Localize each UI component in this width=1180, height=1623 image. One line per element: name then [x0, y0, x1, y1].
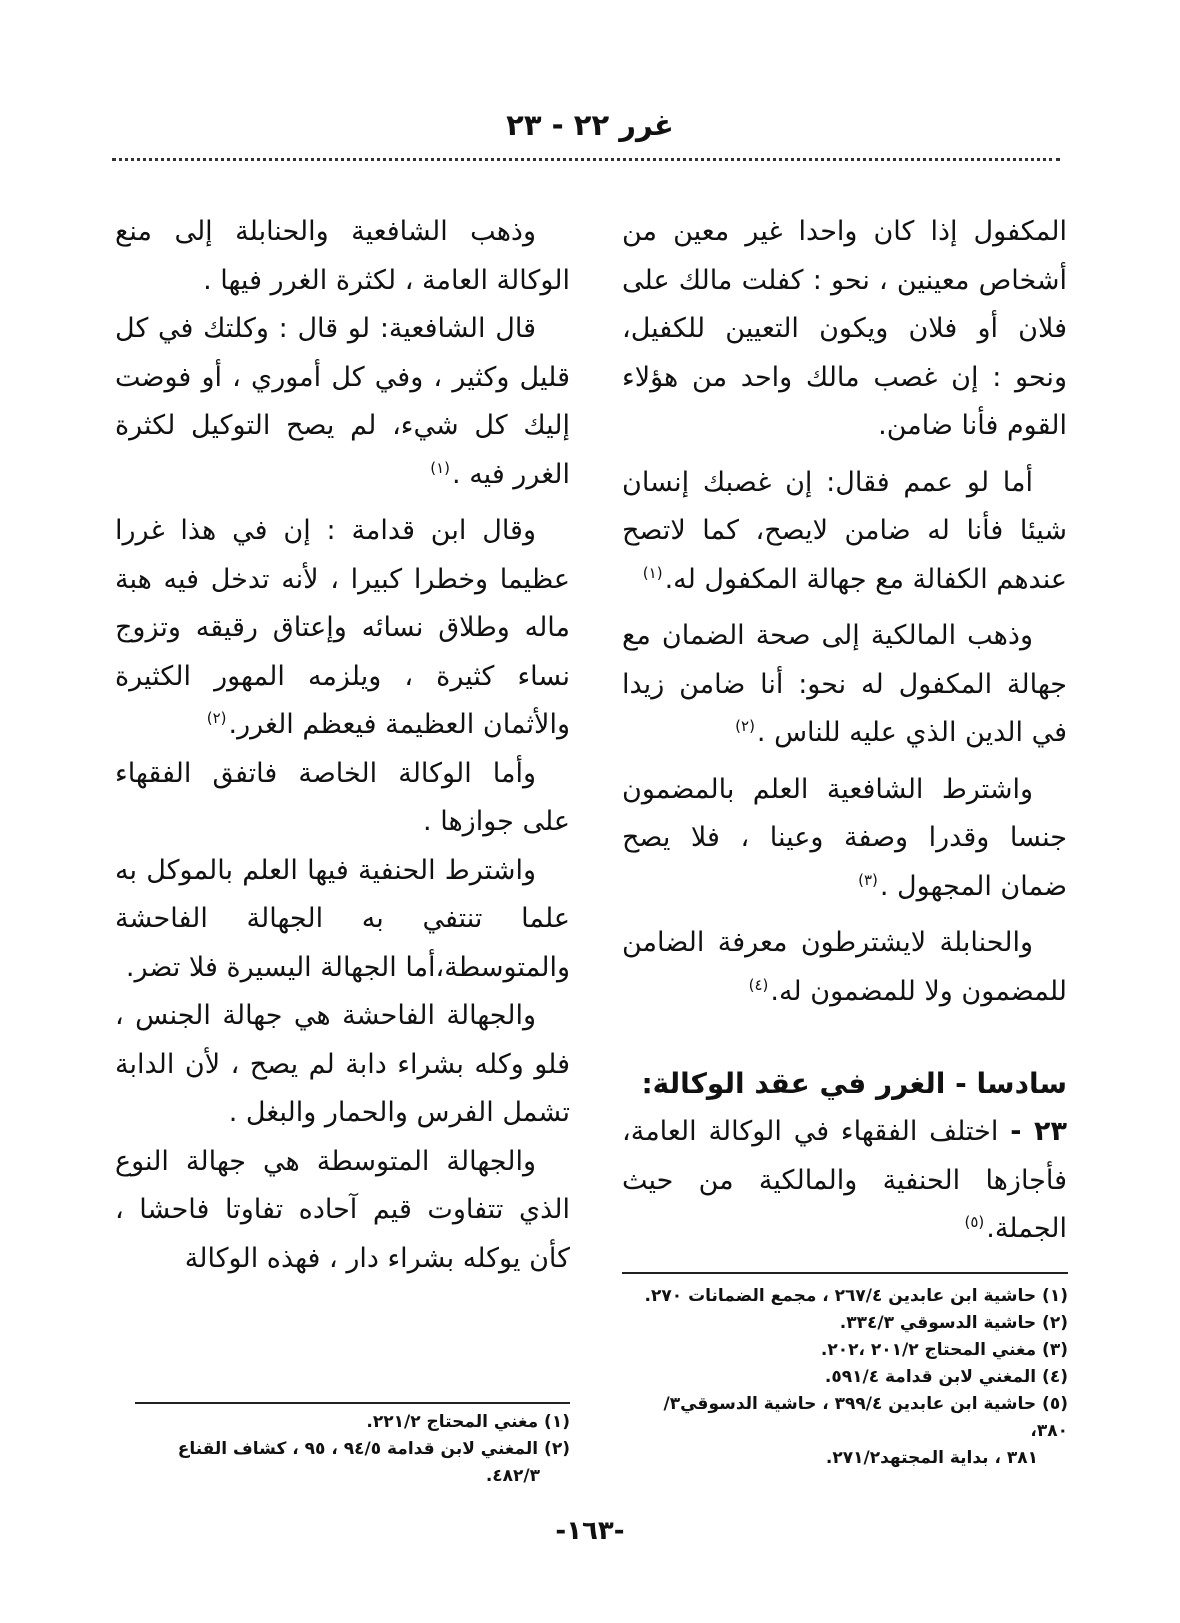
footnote-ref: (١)	[430, 458, 451, 477]
paragraph-text: المكفول إذا كان واحدا غير معين من أشخاص معينين ، نحو : كفلت مالك على فلان أو فلان ويكون التعيين للكفيل، ونحو : إن غصب مالك واحد من هؤلاء القوم فأنا ضامن.	[622, 216, 1067, 441]
paragraph-text: أما لو عمم فقال: إن غصبك إنسان شيئا فأنا له ضامن لايصح، كما لاتصح عندهم الكفالة مع جهالة المكفول له.	[622, 466, 1067, 595]
paragraph-text: وذهب الشافعية والحنابلة إلى منع الوكالة العامة ، لكثرة الغرر فيها .	[115, 216, 570, 296]
paragraph-text: وذهب المالكية إلى صحة الضمان مع جهالة المكفول له نحو: أنا ضامن زيدا في الدين الذي عليه للناس .	[622, 620, 1067, 748]
footnote-separator	[622, 1272, 1068, 1274]
section-heading: سادسا - الغرر في عقد الوكالة:	[641, 1067, 1067, 1100]
paragraph-text: والحنابلة لايشترطون معرفة الضامن للمضمون ولا للمضمون له.	[622, 927, 1067, 1007]
paragraph-text: وأما الوكالة الخاصة فاتفق الفقهاء على جوازها .	[115, 757, 570, 837]
footnote: (٣) مغني المحتاج ٢٠١/٢ ،٢٠٢.	[820, 1340, 1068, 1360]
paragraph-text: واشترط الشافعية العلم بالمضمون جنسا وقدرا وصفة وعينا ، فلا يصح ضمان المجهول .	[622, 773, 1067, 902]
paragraph	[115, 305, 570, 499]
paragraph	[622, 459, 1067, 605]
footnote: (٢) حاشية الدسوقي ٣٣٤/٣.	[839, 1313, 1068, 1333]
left-column	[115, 208, 570, 1283]
paragraph-text: والجهالة الفاحشة هي جهالة الجنس ، فلو وكله بشراء دابة لم يصح ، لأن الدابة تشمل الفرس والحمار والبغل .	[115, 1000, 570, 1128]
footnote-ref: (٤)	[748, 975, 769, 994]
footnote-continuation: ٣٨١ ، بداية المجتهد٢٧١/٢.	[825, 1448, 1038, 1468]
paragraph	[622, 208, 1067, 451]
paragraph	[622, 766, 1067, 912]
footnotes-left	[115, 1409, 570, 1490]
footnote-ref: (٢)	[735, 717, 755, 735]
header-dotted-rule	[112, 158, 1060, 161]
paragraph	[622, 612, 1067, 758]
paragraph-text: والجهالة المتوسطة هي جهالة النوع الذي تتفاوت قيم آحاده تفاوتا فاحشا ، كأن يوكله بشراء دار ، فهذه الوكالة	[115, 1145, 570, 1274]
footnote-separator	[135, 1402, 570, 1404]
paragraph-text: قال الشافعية: لو قال : وكلتك في كل قليل وكثير ، وفي كل أموري ، أو فوضت إليك كل شيء، لم يصح التوكيل لكثرة الغرر فيه .	[115, 313, 570, 490]
footnote: (١) حاشية ابن عابدين ٢٦٧/٤ ، مجمع الضمانات ٢٧٠.	[644, 1286, 1068, 1306]
footnote: (٥) حاشية ابن عابدين ٣٩٩/٤ ، حاشية الدسوقي٣/ ٣٨٠،	[663, 1394, 1068, 1441]
footnote: (٢) المغني لابن قدامة ٩٤/٥ ، ٩٥ ، كشاف القناع	[177, 1439, 570, 1459]
footnotes-right	[622, 1283, 1068, 1472]
paragraph	[622, 1108, 1067, 1254]
item-number: ٢٣ -	[1010, 1116, 1067, 1147]
footnote: (٤) المغني لابن قدامة ٥٩١/٤.	[824, 1367, 1068, 1387]
page-number: -١٦٣-	[555, 1516, 625, 1546]
footnote-ref: (٣)	[858, 870, 878, 889]
footnote-ref: (٢)	[206, 709, 227, 727]
paragraph	[115, 847, 570, 993]
paragraph-text: وقال ابن قدامة : إن في هذا غررا عظيما وخطرا كبيرا ، لأنه تدخل فيه هبة ماله وطلاق نسائه وإعتاق رقيقه وتزوج نساء كثيرة ، ويلزمه المهور الكثيرة والأثمان العظيمة فيعظم الغرر.	[115, 515, 570, 740]
running-header: غرر ٢٢ - ٢٣	[506, 108, 674, 142]
paragraph	[115, 208, 570, 305]
footnote-ref: (٥)	[964, 1213, 985, 1231]
paragraph	[115, 750, 570, 847]
paragraph	[115, 992, 570, 1138]
paragraph	[622, 919, 1067, 1016]
paragraph	[115, 507, 570, 750]
right-column	[622, 208, 1067, 1254]
paragraph	[115, 1138, 570, 1284]
footnote: (١) مغني المحتاج ٢٢١/٢.	[366, 1412, 570, 1432]
footnote-continuation: ٤٨٢/٣.	[485, 1466, 540, 1486]
paragraph-text: واشترط الحنفية فيها العلم بالموكل به علما تنتفي به الجهالة الفاحشة والمتوسطة،أما الجهالة اليسيرة فلا تضر.	[115, 854, 570, 983]
footnote-ref: (١)	[642, 563, 663, 582]
paragraph-text: اختلف الفقهاء في الوكالة العامة، فأجازها الحنفية والمالكية من حيث الجملة.	[622, 1116, 1067, 1244]
